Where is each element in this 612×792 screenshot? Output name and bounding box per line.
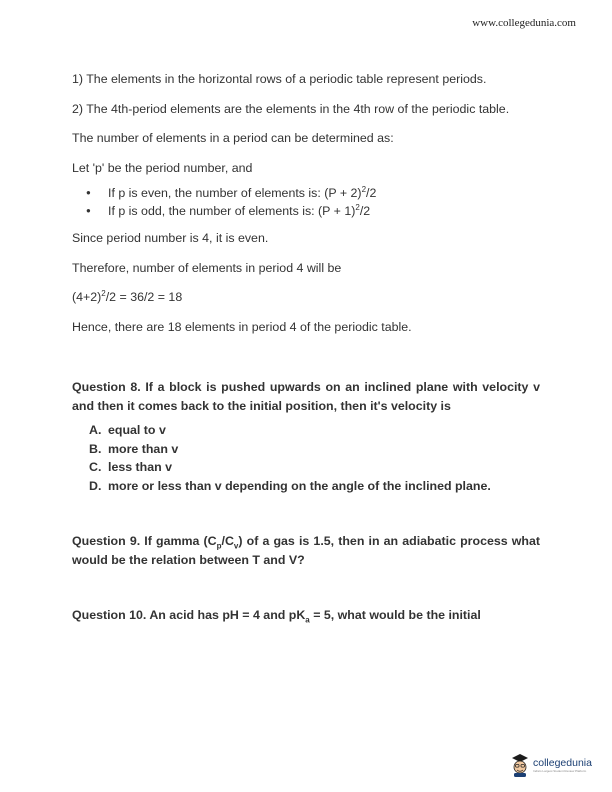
subscript: a [305, 615, 310, 625]
bullet-tail: /2 [359, 204, 371, 218]
q10-part1: Question 10. An acid has pH = 4 and pK [72, 608, 306, 622]
paragraph-therefore: Therefore, number of elements in period 4 will be [72, 260, 342, 275]
question-9 [72, 532, 540, 569]
option-label: B. [89, 441, 102, 456]
option-label: D. [89, 478, 102, 493]
superscript: 2 [361, 184, 367, 194]
question-8: Question 8. If a block is pushed upwards on an inclined plane with velocity v and then it comes back to the initial position, then it's velocity is [72, 380, 540, 413]
option-d [72, 477, 540, 496]
collegedunia-logo[interactable] [510, 752, 592, 778]
graduate-mascot-icon [510, 752, 530, 778]
paragraph-periods: 1) The elements in the horizontal rows of a periodic table represent periods. [72, 72, 487, 86]
q9-part3: ) of a gas is 1.5, then in an adiabatic process what would be the relation between T and V? [72, 534, 540, 567]
option-c [72, 458, 540, 477]
calculation [72, 288, 540, 307]
subscript: v [233, 541, 239, 551]
bullet-text-odd: If p is odd, the number of elements is: (P + 1) [108, 204, 356, 218]
superscript: 2 [101, 288, 106, 298]
option-label: C. [89, 460, 102, 474]
page-content [72, 70, 540, 625]
option-label: A. [89, 423, 102, 437]
option-text: more or less than v depending on the angle of the inclined plane. [108, 478, 491, 493]
option-text: less than v [108, 460, 173, 474]
list-item [86, 202, 540, 220]
superscript: 2 [355, 202, 360, 212]
paragraph-hence: Hence, there are 18 elements in period 4 of the periodic table. [72, 319, 412, 334]
q9-part1: Question 9. If gamma (C [72, 534, 217, 548]
logo-name: collegedunia [533, 757, 592, 769]
logo-tagline: India's Largest Student Review Platform [533, 769, 587, 773]
site-url[interactable]: www.collegedunia.com [472, 17, 576, 29]
q10-part2: = 5, what would be the initial [309, 608, 481, 622]
paragraph-count-method: The number of elements in a period can be determined as: [72, 131, 394, 145]
option-b [72, 440, 540, 459]
calc-left: (4+2) [72, 290, 102, 304]
q9-part2: /C [221, 534, 234, 548]
bullet-text-even: If p is even, the number of elements is: (P + 2) [108, 186, 362, 200]
paragraph-4th-period: 2) The 4th-period elements are the elements in the 4th row of the periodic table. [72, 101, 510, 116]
paragraph-even: Since period number is 4, it is even. [72, 231, 269, 245]
question-10 [72, 606, 540, 625]
paragraph-let-p: Let 'p' be the period number, and [72, 160, 253, 175]
subscript: p [216, 541, 222, 551]
option-text: more than v [108, 441, 179, 456]
calc-right: /2 = 36/2 = 18 [105, 290, 183, 304]
formula-list [72, 184, 540, 220]
bullet-tail: /2 [366, 186, 377, 200]
question-8-options [72, 421, 540, 495]
option-a [72, 421, 540, 440]
list-item [86, 184, 540, 202]
option-text: equal to v [108, 423, 166, 437]
